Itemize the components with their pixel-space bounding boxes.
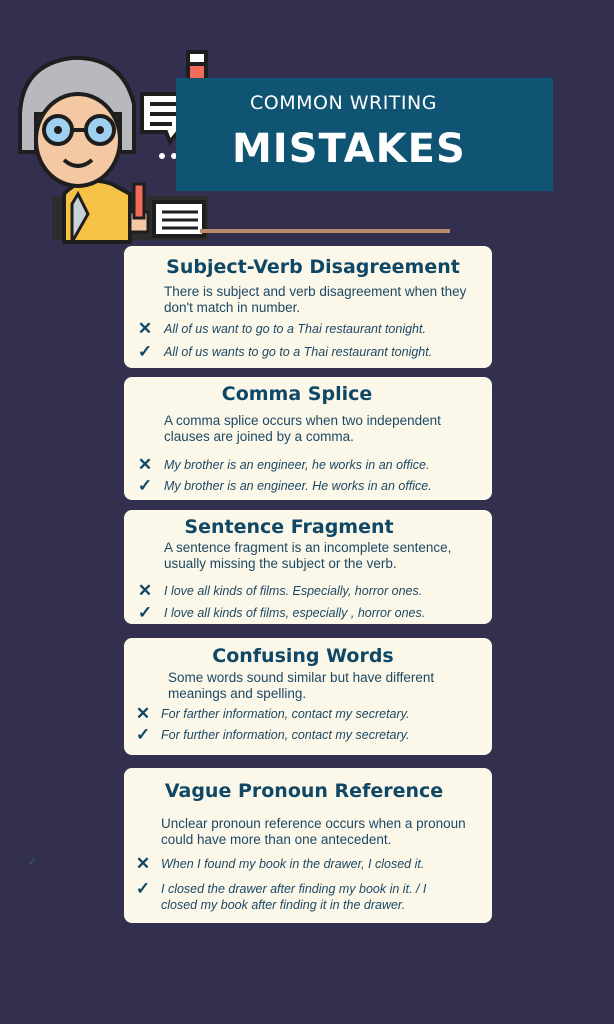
right-example [124, 726, 492, 748]
check-icon: ✓ [137, 476, 153, 495]
wrong-example-text: I love all kinds of films. Especially, horror ones. [164, 584, 423, 598]
wrong-example-text: When I found my book in the drawer, I closed it. [161, 857, 425, 871]
card-sentence-fragment [124, 510, 492, 624]
card-description: A comma splice occurs when two independent clauses are joined by a comma. [164, 413, 441, 444]
cross-icon: ✕ [137, 455, 153, 474]
cross-icon: ✕ [135, 704, 151, 723]
wrong-example-text: For farther information, contact my secretary. [161, 707, 410, 721]
card-title: Confusing Words [212, 645, 394, 667]
card-title: Vague Pronoun Reference [164, 780, 444, 802]
card-description: There is subject and verb disagreement when they don't match in number. [164, 284, 467, 315]
check-icon: ✓ [137, 603, 153, 622]
right-example-text: I closed the drawer after finding my book in it. / I closed my book after finding it in the drawer. [161, 882, 427, 912]
check-icon: ✓ [135, 879, 151, 898]
wrong-example [124, 456, 492, 478]
right-example-text: I love all kinds of films, especially , horror ones. [164, 606, 426, 620]
wrong-example [124, 582, 492, 604]
card-title: Comma Splice [221, 383, 373, 405]
right-example [124, 477, 492, 499]
wrong-example-text: All of us want to go to a Thai restaurant tonight. [164, 322, 426, 336]
check-icon: ✓ [135, 725, 151, 744]
card-confusing-words [124, 638, 492, 755]
right-example-text: All of us wants to go to a Thai restaurant tonight. [164, 345, 433, 359]
right-example [124, 343, 492, 365]
header-subtitle: COMMON WRITING [250, 92, 437, 114]
right-example [124, 604, 492, 626]
right-example [124, 880, 492, 916]
title-banner [176, 78, 553, 191]
header-title: MISTAKES [232, 126, 466, 172]
wrong-example-text: My brother is an engineer, he works in an office. [164, 458, 430, 472]
card-comma-splice [124, 377, 492, 500]
cross-icon: ✕ [137, 581, 153, 600]
right-example-text: My brother is an engineer. He works in an office. [164, 479, 432, 493]
cross-icon: ✕ [137, 319, 153, 338]
wrong-example [124, 855, 492, 877]
card-vague-pronoun [124, 768, 492, 923]
accent-divider [200, 229, 450, 233]
card-description: Unclear pronoun reference occurs when a pronoun could have more than one antecedent. [161, 816, 466, 847]
decorative-tick-icon: ✓ [28, 856, 38, 868]
card-title: Subject-Verb Disagreement [166, 256, 460, 278]
wrong-example [124, 705, 492, 727]
card-subject-verb [124, 246, 492, 368]
card-description: Some words sound similar but have different meanings and spelling. [168, 670, 435, 701]
cross-icon: ✕ [135, 854, 151, 873]
card-title: Sentence Fragment [184, 516, 394, 538]
right-example-text: For further information, contact my secretary. [161, 728, 410, 742]
card-description: A sentence fragment is an incomplete sentence, usually missing the subject or the verb. [164, 540, 452, 571]
check-icon: ✓ [137, 342, 153, 361]
wrong-example [124, 320, 492, 342]
